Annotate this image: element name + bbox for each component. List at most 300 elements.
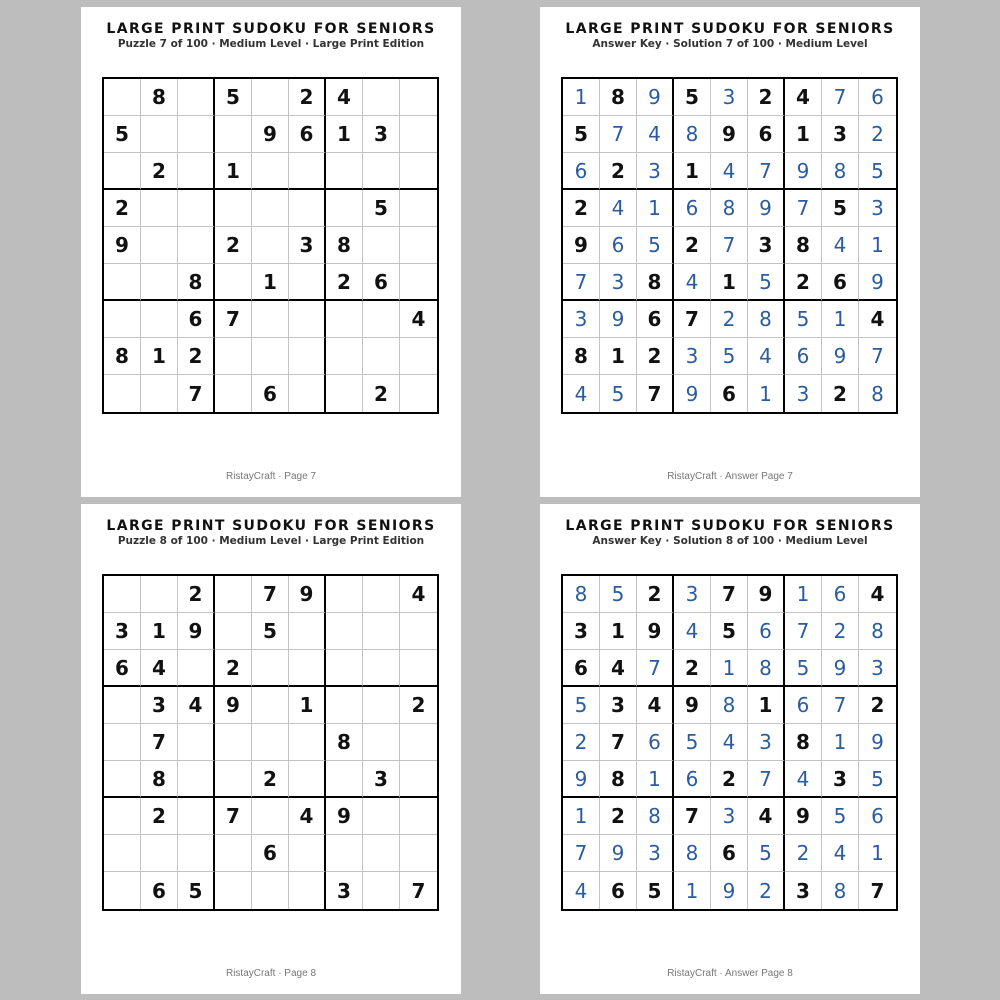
page-footer: RistayCraft · Page 7 [225, 471, 317, 482]
sudoku-cell [400, 724, 437, 761]
sudoku-cell: 6 [822, 576, 859, 613]
sudoku-cell: 7 [563, 835, 600, 872]
sudoku-cell [104, 79, 141, 116]
sudoku-cell: 3 [363, 116, 400, 153]
sudoku-cell: 4 [748, 338, 785, 375]
sudoku-cell: 9 [711, 116, 748, 153]
sudoku-cell: 4 [400, 576, 437, 613]
sudoku-cell [400, 190, 437, 227]
sudoku-cell: 8 [711, 687, 748, 724]
sudoku-cell: 6 [785, 338, 822, 375]
sudoku-cell: 9 [637, 613, 674, 650]
sudoku-cell: 8 [859, 613, 896, 650]
sudoku-cell: 3 [363, 761, 400, 798]
sudoku-cell: 9 [822, 650, 859, 687]
sudoku-cell [178, 835, 215, 872]
sudoku-cell: 2 [215, 227, 252, 264]
sudoku-cell [252, 79, 289, 116]
sudoku-cell: 6 [637, 301, 674, 338]
sudoku-cell: 2 [822, 613, 859, 650]
sudoku-cell: 2 [141, 798, 178, 835]
sudoku-cell: 2 [859, 116, 896, 153]
sudoku-cell: 7 [178, 375, 215, 412]
sudoku-cell [363, 724, 400, 761]
sudoku-cell: 1 [637, 761, 674, 798]
sudoku-cell: 3 [600, 687, 637, 724]
sudoku-cell [252, 190, 289, 227]
sudoku-cell: 1 [859, 227, 896, 264]
sudoku-cell: 6 [252, 375, 289, 412]
sudoku-cell: 6 [674, 190, 711, 227]
sudoku-cell [104, 301, 141, 338]
sudoku-cell: 6 [600, 872, 637, 909]
sudoku-cell: 5 [822, 190, 859, 227]
sudoku-cell [326, 375, 363, 412]
sudoku-cell: 7 [870, 878, 885, 903]
sudoku-cell [363, 835, 400, 872]
sudoku-cell: 6 [252, 835, 289, 872]
sudoku-cell: 3 [326, 872, 363, 909]
sudoku-cell: 8 [748, 301, 785, 338]
sudoku-cell [326, 687, 363, 724]
page-title: LARGE PRINT SUDOKU FOR SENIORS [106, 518, 436, 534]
sudoku-cell: 1 [822, 724, 859, 761]
sudoku-cell: 3 [289, 227, 326, 264]
answer-page-7 [540, 7, 920, 497]
sudoku-cell: 5 [711, 613, 748, 650]
sudoku-cell: 8 [141, 761, 178, 798]
sudoku-cell: 9 [785, 798, 822, 835]
sudoku-cell: 8 [637, 264, 674, 301]
sudoku-cell: 3 [637, 153, 674, 190]
puzzle-page-8 [81, 504, 461, 994]
sudoku-cell: 7 [711, 576, 748, 613]
sudoku-cell [326, 835, 363, 872]
sudoku-cell: 3 [563, 301, 600, 338]
sudoku-cell: 7 [859, 338, 896, 375]
sudoku-cell [400, 153, 437, 190]
sudoku-cell: 5 [637, 872, 674, 909]
sudoku-cell: 7 [600, 724, 637, 761]
sudoku-cell: 9 [326, 798, 363, 835]
sudoku-cell [178, 116, 215, 153]
sudoku-cell [252, 153, 289, 190]
sudoku-cell [289, 613, 326, 650]
sudoku-cell [289, 375, 326, 412]
answer-page-8 [540, 504, 920, 994]
sudoku-cell [363, 79, 400, 116]
sudoku-cell [363, 227, 400, 264]
sudoku-cell: 8 [711, 190, 748, 227]
sudoku-cell: 9 [563, 761, 600, 798]
sudoku-cell [104, 724, 141, 761]
sudoku-cell: 1 [711, 650, 748, 687]
sudoku-cell: 8 [785, 724, 822, 761]
sudoku-cell [363, 798, 400, 835]
sudoku-cell: 2 [104, 190, 141, 227]
sudoku-cell [215, 190, 252, 227]
sudoku-cell: 1 [674, 872, 711, 909]
sudoku-cell: 2 [637, 338, 674, 375]
sudoku-cell: 1 [785, 576, 822, 613]
sudoku-cell: 3 [748, 227, 785, 264]
sudoku-cell: 8 [563, 338, 600, 375]
sudoku-cell: 3 [563, 613, 600, 650]
sudoku-cell [104, 375, 141, 412]
sudoku-cell: 7 [141, 724, 178, 761]
sudoku-cell: 6 [637, 724, 674, 761]
sudoku-cell [289, 338, 326, 375]
sudoku-cell: 1 [215, 153, 252, 190]
sudoku-cell [178, 153, 215, 190]
sudoku-cell: 6 [600, 227, 637, 264]
sudoku-cell: 6 [785, 687, 822, 724]
sudoku-cell: 5 [178, 872, 215, 909]
sudoku-cell: 9 [104, 227, 141, 264]
sudoku-cell [104, 761, 141, 798]
page-title: LARGE PRINT SUDOKU FOR SENIORS [565, 21, 895, 37]
sudoku-cell: 9 [600, 301, 637, 338]
sudoku-cell: 1 [563, 798, 600, 835]
sudoku-cell: 3 [822, 761, 859, 798]
sudoku-cell [104, 798, 141, 835]
sudoku-cell: 4 [289, 798, 326, 835]
sudoku-cell: 9 [637, 79, 674, 116]
sudoku-cell: 4 [637, 116, 674, 153]
sudoku-cell: 5 [785, 301, 822, 338]
sudoku-cell: 3 [141, 687, 178, 724]
sudoku-cell: 2 [822, 375, 859, 412]
sudoku-cell: 5 [563, 687, 600, 724]
sudoku-cell [400, 798, 437, 835]
sudoku-cell: 7 [411, 878, 426, 903]
sudoku-grid [561, 574, 898, 911]
sudoku-cell: 4 [711, 153, 748, 190]
sudoku-cell: 6 [859, 79, 896, 116]
sudoku-cell [363, 872, 400, 909]
sudoku-cell: 8 [178, 264, 215, 301]
sudoku-cell: 3 [674, 338, 711, 375]
sudoku-cell: 6 [363, 264, 400, 301]
sudoku-cell: 4 [674, 613, 711, 650]
sudoku-cell: 3 [859, 190, 896, 227]
sudoku-cell [326, 301, 363, 338]
sudoku-cell: 4 [178, 687, 215, 724]
sudoku-cell [215, 264, 252, 301]
sudoku-cell: 5 [859, 761, 896, 798]
sudoku-cell: 4 [822, 227, 859, 264]
sudoku-cell [400, 835, 437, 872]
sudoku-cell: 5 [674, 724, 711, 761]
sudoku-cell: 4 [141, 650, 178, 687]
sudoku-cell [215, 724, 252, 761]
sudoku-cell: 4 [785, 79, 822, 116]
sudoku-cell: 5 [104, 116, 141, 153]
sudoku-cell: 4 [563, 375, 600, 412]
sudoku-cell: 1 [674, 153, 711, 190]
page-subtitle: Puzzle 8 of 100 · Medium Level · Large Print Edition [117, 535, 425, 547]
sudoku-cell: 1 [141, 338, 178, 375]
sudoku-cell: 4 [563, 872, 600, 909]
sudoku-cell: 4 [822, 835, 859, 872]
sudoku-cell: 5 [859, 153, 896, 190]
sudoku-cell: 7 [215, 798, 252, 835]
sudoku-cell: 2 [785, 835, 822, 872]
sudoku-cell: 4 [400, 301, 437, 338]
sudoku-cell: 5 [711, 338, 748, 375]
sudoku-cell: 6 [674, 761, 711, 798]
sudoku-cell: 4 [748, 798, 785, 835]
sudoku-cell [400, 227, 437, 264]
sudoku-cell [289, 264, 326, 301]
sudoku-cell: 8 [563, 576, 600, 613]
sudoku-cell [178, 761, 215, 798]
sudoku-cell: 8 [637, 798, 674, 835]
sudoku-cell [252, 687, 289, 724]
sudoku-cell: 2 [674, 650, 711, 687]
sudoku-cell [326, 761, 363, 798]
sudoku-cell: 8 [674, 835, 711, 872]
sudoku-cell [363, 153, 400, 190]
sudoku-cell: 2 [178, 338, 215, 375]
sudoku-cell [252, 872, 289, 909]
sudoku-cell: 8 [104, 338, 141, 375]
sudoku-cell: 2 [252, 761, 289, 798]
sudoku-cell [289, 301, 326, 338]
sudoku-cell: 2 [363, 375, 400, 412]
sudoku-cell [141, 576, 178, 613]
sudoku-cell: 5 [563, 116, 600, 153]
sudoku-cell: 1 [711, 264, 748, 301]
sudoku-cell [289, 153, 326, 190]
sudoku-cell: 9 [674, 687, 711, 724]
sudoku-cell: 5 [748, 835, 785, 872]
sudoku-cell [326, 650, 363, 687]
sudoku-cell [178, 798, 215, 835]
sudoku-cell: 9 [289, 576, 326, 613]
sudoku-cell: 2 [748, 872, 785, 909]
sudoku-cell: 3 [785, 375, 822, 412]
sudoku-cell: 4 [785, 761, 822, 798]
sudoku-cell [326, 338, 363, 375]
sudoku-cell: 9 [178, 613, 215, 650]
sudoku-cell: 7 [748, 153, 785, 190]
sudoku-cell: 8 [748, 650, 785, 687]
sudoku-cell: 2 [289, 79, 326, 116]
sudoku-cell [215, 576, 252, 613]
sudoku-cell [400, 375, 437, 412]
sudoku-cell [363, 301, 400, 338]
sudoku-cell: 2 [748, 79, 785, 116]
sudoku-cell: 8 [785, 227, 822, 264]
sudoku-cell [326, 576, 363, 613]
sudoku-cell: 1 [600, 613, 637, 650]
sudoku-cell: 1 [785, 116, 822, 153]
sudoku-cell: 9 [711, 872, 748, 909]
sudoku-cell: 7 [748, 761, 785, 798]
sudoku-cell [215, 613, 252, 650]
sudoku-cell [363, 576, 400, 613]
sudoku-cell [141, 375, 178, 412]
sudoku-cell: 1 [748, 375, 785, 412]
sudoku-cell: 4 [674, 264, 711, 301]
page-title: LARGE PRINT SUDOKU FOR SENIORS [565, 518, 895, 534]
sudoku-cell: 2 [859, 687, 896, 724]
sudoku-cell [363, 650, 400, 687]
sudoku-cell [363, 338, 400, 375]
sudoku-cell: 5 [252, 613, 289, 650]
sudoku-cell: 3 [859, 650, 896, 687]
sudoku-cell: 1 [252, 264, 289, 301]
sudoku-cell: 6 [748, 613, 785, 650]
sudoku-cell [363, 687, 400, 724]
sudoku-cell [104, 576, 141, 613]
sudoku-cell [326, 613, 363, 650]
page-footer: RistayCraft · Answer Page 7 [667, 471, 793, 482]
sudoku-cell: 5 [674, 79, 711, 116]
sudoku-cell: 6 [822, 264, 859, 301]
sudoku-cell: 8 [141, 79, 178, 116]
sudoku-cell: 4 [859, 576, 896, 613]
sudoku-cell [400, 761, 437, 798]
sudoku-cell: 4 [326, 79, 363, 116]
sudoku-cell: 8 [326, 227, 363, 264]
sudoku-cell [141, 264, 178, 301]
sudoku-cell [400, 79, 437, 116]
sudoku-cell [326, 190, 363, 227]
sudoku-cell: 4 [600, 650, 637, 687]
sudoku-cell: 9 [785, 153, 822, 190]
sudoku-cell: 3 [748, 724, 785, 761]
sudoku-cell: 6 [711, 835, 748, 872]
sudoku-cell: 6 [748, 116, 785, 153]
sudoku-cell: 6 [141, 872, 178, 909]
sudoku-cell [252, 650, 289, 687]
sudoku-cell: 1 [859, 835, 896, 872]
sudoku-cell: 5 [785, 650, 822, 687]
sudoku-cell: 5 [600, 576, 637, 613]
sudoku-cell: 7 [785, 613, 822, 650]
sudoku-cell: 2 [178, 576, 215, 613]
sudoku-cell [141, 227, 178, 264]
sudoku-cell: 4 [637, 687, 674, 724]
sudoku-cell [215, 375, 252, 412]
sudoku-cell: 3 [637, 835, 674, 872]
sudoku-cell [363, 613, 400, 650]
sudoku-cell: 5 [215, 79, 252, 116]
sudoku-cell [289, 872, 326, 909]
sudoku-cell: 2 [637, 576, 674, 613]
sudoku-cell [104, 264, 141, 301]
sudoku-cell: 6 [563, 650, 600, 687]
sudoku-cell [400, 338, 437, 375]
sudoku-cell: 2 [711, 301, 748, 338]
sudoku-grid [561, 77, 898, 414]
sudoku-cell: 2 [563, 190, 600, 227]
sudoku-cell [400, 613, 437, 650]
sudoku-cell: 7 [637, 375, 674, 412]
sudoku-cell [178, 650, 215, 687]
sudoku-cell: 8 [326, 724, 363, 761]
sudoku-cell: 9 [822, 338, 859, 375]
sudoku-cell [141, 116, 178, 153]
sudoku-cell [289, 190, 326, 227]
sudoku-cell [104, 835, 141, 872]
sudoku-cell [178, 724, 215, 761]
sudoku-cell [215, 835, 252, 872]
sudoku-cell: 7 [637, 650, 674, 687]
sudoku-cell [141, 835, 178, 872]
sudoku-cell [215, 761, 252, 798]
sudoku-cell: 7 [600, 116, 637, 153]
sudoku-cell: 3 [674, 576, 711, 613]
sudoku-cell: 3 [711, 79, 748, 116]
puzzle-page-7 [81, 7, 461, 497]
sudoku-cell [141, 301, 178, 338]
sudoku-cell: 1 [326, 116, 363, 153]
sudoku-cell: 1 [748, 687, 785, 724]
sudoku-cell: 8 [822, 872, 859, 909]
sudoku-cell: 5 [822, 798, 859, 835]
sudoku-cell: 9 [563, 227, 600, 264]
sudoku-cell: 7 [563, 264, 600, 301]
sudoku-cell: 9 [748, 576, 785, 613]
sudoku-cell [252, 798, 289, 835]
sudoku-cell: 9 [859, 264, 896, 301]
sudoku-cell: 1 [141, 613, 178, 650]
page-subtitle: Answer Key · Solution 8 of 100 · Medium Level [592, 535, 868, 547]
sudoku-cell [400, 650, 437, 687]
sudoku-cell: 1 [289, 687, 326, 724]
sudoku-cell: 7 [674, 798, 711, 835]
sudoku-cell [252, 338, 289, 375]
sudoku-cell: 1 [563, 79, 600, 116]
sudoku-cell [252, 301, 289, 338]
sudoku-cell [289, 650, 326, 687]
sudoku-cell: 2 [326, 264, 363, 301]
sudoku-cell: 2 [141, 153, 178, 190]
sudoku-cell [215, 116, 252, 153]
sudoku-cell: 5 [363, 190, 400, 227]
sudoku-cell [289, 761, 326, 798]
sudoku-cell: 8 [822, 153, 859, 190]
sudoku-grid [102, 77, 439, 414]
sudoku-cell: 8 [871, 381, 884, 406]
sudoku-cell: 3 [711, 798, 748, 835]
sudoku-cell: 2 [711, 761, 748, 798]
sudoku-cell [252, 227, 289, 264]
sudoku-cell: 1 [822, 301, 859, 338]
sudoku-cell: 4 [711, 724, 748, 761]
sudoku-cell: 6 [859, 798, 896, 835]
sudoku-cell: 7 [822, 79, 859, 116]
sudoku-cell: 9 [859, 724, 896, 761]
sudoku-cell [252, 724, 289, 761]
sudoku-cell: 5 [748, 264, 785, 301]
sudoku-cell [104, 872, 141, 909]
sudoku-cell: 3 [822, 116, 859, 153]
sudoku-cell: 2 [600, 798, 637, 835]
sudoku-cell: 6 [104, 650, 141, 687]
sudoku-cell [104, 687, 141, 724]
sudoku-cell: 7 [674, 301, 711, 338]
sudoku-cell: 2 [785, 264, 822, 301]
sudoku-cell: 3 [104, 613, 141, 650]
sudoku-cell: 8 [600, 761, 637, 798]
sudoku-grid [102, 574, 439, 911]
sudoku-cell: 7 [822, 687, 859, 724]
sudoku-cell: 7 [711, 227, 748, 264]
